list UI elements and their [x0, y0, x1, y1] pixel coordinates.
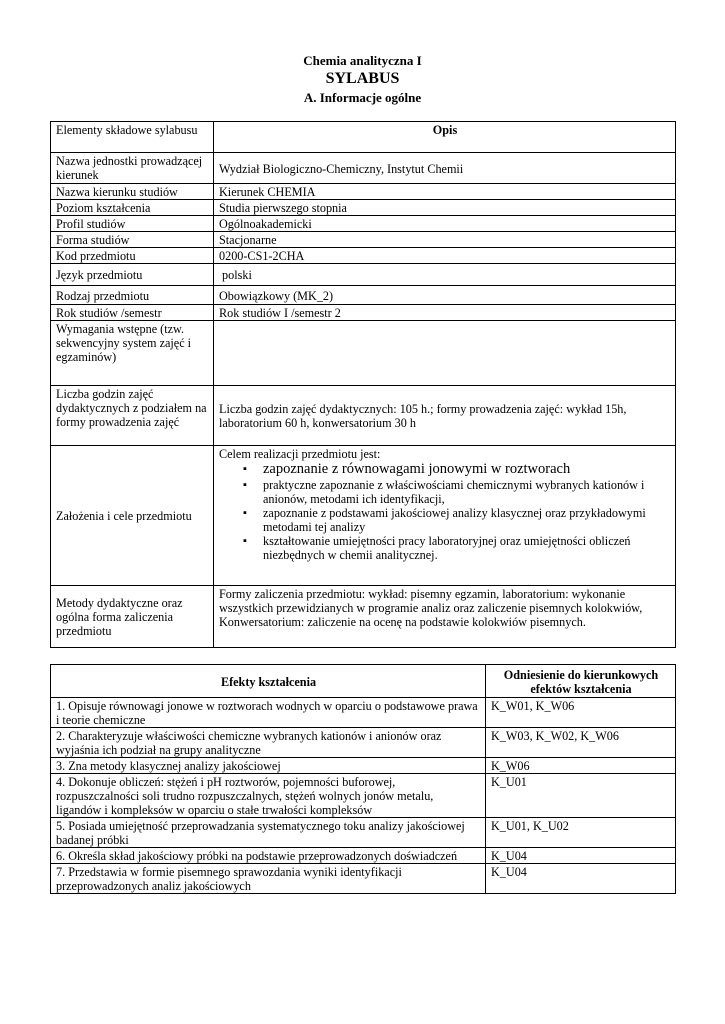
table-row — [51, 184, 676, 200]
row-value — [214, 321, 676, 386]
table-row — [51, 818, 676, 848]
row-label: Liczba godzin zajęć dydaktycznych z podziałem na formy prowadzenia zajęć — [51, 386, 214, 446]
row-value: Ogólnoakademicki — [214, 216, 676, 232]
row-value: Liczba godzin zajęć dydaktycznych: 105 h.; formy prowadzenia zajęć: wykład 15h, laboratorium 60 h, konwersatorium 30 h — [214, 386, 676, 446]
document-title: SYLABUS — [325, 70, 400, 87]
row-label: Wymagania wstępne (tzw. sekwencyjny system zajęć i egzaminów) — [51, 321, 214, 386]
goals-content — [214, 446, 676, 586]
methods-label: Metody dydaktyczne oraz ogólna forma zaliczenia przedmiotu — [51, 586, 214, 648]
list-item: ▪ kształtowanie umiejętności pracy laboratoryjnej oraz umiejętności obliczeń niezbędnych w chemii analitycznej. — [263, 534, 671, 562]
outcome-cell: 6. Określa skład jakościowy próbki na podstawie przeprowadzonych doświadczeń — [51, 848, 486, 864]
table-row — [51, 698, 676, 728]
reference-cell: K_U04 — [486, 864, 676, 894]
table-row — [51, 232, 676, 248]
reference-cell: K_U04 — [486, 848, 676, 864]
table-header-row — [51, 122, 676, 153]
column-header-outcomes: Efekty kształcenia — [51, 665, 486, 698]
row-value: Studia pierwszego stopnia — [214, 200, 676, 216]
row-label: Rodzaj przedmiotu — [51, 286, 214, 305]
table-header-row — [51, 665, 676, 698]
row-value: Stacjonarne — [214, 232, 676, 248]
row-label: Forma studiów — [51, 232, 214, 248]
reference-cell: K_W06 — [486, 758, 676, 774]
row-value: Rok studiów I /semestr 2 — [214, 305, 676, 321]
row-label: Kod przedmiotu — [51, 248, 214, 264]
outcome-cell: 2. Charakteryzuje właściwości chemiczne wybranych kationów i anionów oraz wyjaśnia ich podział na grupy analityczne — [51, 728, 486, 758]
table-row — [51, 864, 676, 894]
table-row — [51, 200, 676, 216]
table-row — [51, 305, 676, 321]
outcome-cell: 7. Przedstawia w formie pisemnego sprawozdania wyniki identyfikacji przeprowadzonych analiz jakościowych — [51, 864, 486, 894]
table-row — [51, 153, 676, 184]
row-value: Wydział Biologiczno-Chemiczny, Instytut Chemii — [214, 153, 676, 184]
reference-cell: K_W03, K_W02, K_W06 — [486, 728, 676, 758]
table-row — [51, 248, 676, 264]
reference-cell: K_W01, K_W06 — [486, 698, 676, 728]
table-row — [51, 728, 676, 758]
goals-list — [219, 461, 671, 562]
goals-intro: Celem realizacji przedmiotu jest: — [219, 447, 381, 461]
outcome-cell: 4. Dokonuje obliczeń: stężeń i pH roztworów, pojemności buforowej, rozpuszczalności soli trudno rozpuszczalnych, stężeń wolnych jonów metalu, ligandów i kompleksów w oparciu o stałe trwałości kompleksów — [51, 774, 486, 818]
table-row — [51, 386, 676, 446]
outcome-cell: 5. Posiada umiejętność przeprowadzania systematycznego toku analizy jakościowej badanej próbki — [51, 818, 486, 848]
row-label: Język przedmiotu — [51, 264, 214, 286]
table-row-goals — [51, 446, 676, 586]
outcome-cell: 1. Opisuje równowagi jonowe w roztworach wodnych w oparciu o podstawowe prawa i teorie chemiczne — [51, 698, 486, 728]
list-item: ▪ praktyczne zapoznanie z właściwościami chemicznymi wybranych kationów i anionów, metodami ich identyfikacji, — [263, 478, 671, 506]
row-value: polski — [214, 264, 676, 286]
row-label: Nazwa jednostki prowadzącej kierunek — [51, 153, 214, 184]
methods-value: Formy zaliczenia przedmiotu: wykład: pisemny egzamin, laboratorium: wykonanie wszystkich przewidzianych w programie analiz oraz zaliczenie pisemnych kolokwiów, Konwersatorium: zaliczenie na ocenę na podstawie kolokwiów pisemnych. — [214, 586, 676, 648]
table-row — [51, 264, 676, 286]
row-label: Nazwa kierunku studiów — [51, 184, 214, 200]
column-header-elements: Elementy składowe sylabusu — [51, 122, 214, 153]
table-row-methods — [51, 586, 676, 648]
row-label: Poziom kształcenia — [51, 200, 214, 216]
row-value: 0200-CS1-2CHA — [214, 248, 676, 264]
reference-cell: K_U01 — [486, 774, 676, 818]
column-header-description: Opis — [214, 122, 676, 153]
learning-outcomes-table — [50, 664, 676, 894]
course-title: Chemia analityczna I — [303, 53, 422, 68]
column-header-reference: Odniesienie do kierunkowych efektów kształcenia — [486, 665, 676, 698]
table-row — [51, 216, 676, 232]
row-label: Profil studiów — [51, 216, 214, 232]
general-info-table — [50, 121, 676, 648]
list-item: ▪ zapoznanie z podstawami jakościowej analizy klasycznej oraz przykładowymi metodami tej analizy — [263, 506, 671, 534]
table-row — [51, 321, 676, 386]
row-label: Rok studiów /semestr — [51, 305, 214, 321]
table-row — [51, 286, 676, 305]
goals-label: Założenia i cele przedmiotu — [51, 446, 214, 586]
table-row — [51, 848, 676, 864]
row-value: Obowiązkowy (MK_2) — [214, 286, 676, 305]
table-row — [51, 758, 676, 774]
reference-cell: K_U01, K_U02 — [486, 818, 676, 848]
section-heading: A. Informacje ogólne — [303, 90, 422, 105]
table-row — [51, 774, 676, 818]
row-value: Kierunek CHEMIA — [214, 184, 676, 200]
outcome-cell: 3. Zna metody klasycznej analizy jakościowej — [51, 758, 486, 774]
list-item: ▪ zapoznanie z równowagami jonowymi w roztworach — [263, 461, 671, 478]
